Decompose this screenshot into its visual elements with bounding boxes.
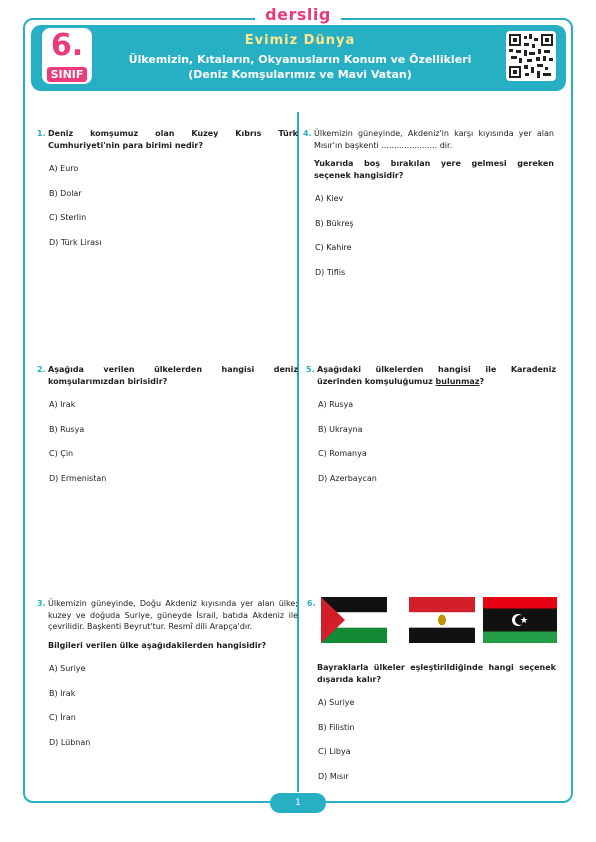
question-stem: Ülkemizin güneyinde, Akdeniz'in karşı kıyısında yer alan Mısır'ın başkenti ...................... dir. bbox=[314, 129, 554, 150]
question-number: 6. bbox=[307, 599, 316, 608]
option-c[interactable]: C) Çin bbox=[49, 449, 74, 458]
page-title: Evimiz Dünya bbox=[244, 33, 356, 48]
brand-logo: derslig bbox=[255, 4, 341, 24]
question-number: 5. bbox=[306, 365, 315, 374]
question-1 bbox=[37, 128, 298, 248]
option-c[interactable]: C) Libya bbox=[318, 747, 351, 756]
question-number: 3. bbox=[37, 599, 46, 608]
question-3 bbox=[37, 598, 298, 748]
question-ask: Yukarıda boş bırakılan yere gelmesi gereken seçenek hangisidir? bbox=[314, 159, 554, 180]
palestine-flag bbox=[321, 597, 387, 643]
option-a[interactable]: A) Suriye bbox=[49, 664, 86, 673]
flags-row bbox=[321, 597, 557, 643]
option-d[interactable]: D) Tiflis bbox=[315, 267, 346, 277]
option-b[interactable]: B) Irak bbox=[49, 688, 76, 698]
option-a[interactable]: A) Suriye bbox=[318, 698, 355, 707]
option-a[interactable]: A) Kiev bbox=[315, 194, 344, 203]
question-ask: Bilgileri verilen ülke aşağıdakilerden hangisidir? bbox=[48, 640, 267, 650]
option-a[interactable]: A) Rusya bbox=[318, 400, 354, 409]
egypt-flag bbox=[409, 597, 475, 643]
grade-label: SINIF bbox=[47, 67, 88, 82]
libya-flag bbox=[483, 597, 557, 643]
option-d[interactable]: D) Türk Lirası bbox=[49, 237, 102, 247]
option-b[interactable]: B) Filistin bbox=[318, 722, 355, 732]
option-b[interactable]: B) Ukrayna bbox=[318, 424, 363, 434]
option-d[interactable]: D) Lübnan bbox=[49, 737, 91, 747]
question-2 bbox=[37, 364, 298, 484]
option-a[interactable]: A) Euro bbox=[49, 164, 79, 173]
question-6 bbox=[317, 662, 556, 782]
option-d[interactable]: D) Ermenistan bbox=[49, 473, 107, 483]
question-stem bbox=[317, 364, 556, 387]
question-4 bbox=[303, 128, 554, 278]
question-5 bbox=[306, 364, 556, 484]
question-stem-underlined: bulunmaz bbox=[435, 376, 480, 386]
option-c[interactable]: C) Sterlin bbox=[49, 213, 87, 222]
option-b[interactable]: B) Bükreş bbox=[315, 218, 354, 228]
grade-number: 6. bbox=[50, 28, 84, 63]
qr-code-icon[interactable] bbox=[506, 31, 556, 81]
option-c[interactable]: C) Romanya bbox=[318, 449, 367, 458]
question-stem: Aşağıda verilen ülkelerden hangisi deniz komşularımızdan birisidir? bbox=[48, 365, 298, 386]
option-b[interactable]: B) Rusya bbox=[49, 424, 85, 434]
question-stem-part: Aşağıdaki ülkelerden hangisi ile Karadeniz üzerinden komşuluğumuz bbox=[317, 365, 556, 386]
option-c[interactable]: C) İran bbox=[49, 713, 76, 722]
question-number: 2. bbox=[37, 365, 46, 374]
question-stem-end: ? bbox=[479, 376, 485, 386]
option-d[interactable]: D) Mısır bbox=[318, 771, 349, 781]
question-number: 1. bbox=[37, 129, 46, 138]
option-c[interactable]: C) Kahire bbox=[315, 243, 352, 252]
grade-badge bbox=[42, 28, 92, 84]
page-number: 1 bbox=[270, 793, 326, 813]
option-a[interactable]: A) Irak bbox=[49, 400, 76, 409]
question-number: 4. bbox=[303, 129, 312, 138]
option-b[interactable]: B) Dolar bbox=[49, 188, 82, 198]
question-ask: Bayraklarla ülkeler eşleştirildiğinde hangi seçenek dışarıda kalır? bbox=[317, 663, 556, 684]
page-subtitle-1: Ülkemizin, Kıtaların, Okyanusların Konum ve Özellikleri bbox=[128, 53, 472, 66]
option-d[interactable]: D) Azerbaycan bbox=[318, 473, 377, 483]
question-stem: Deniz komşumuz olan Kuzey Kıbrıs Türk Cumhuriyeti'nin para birimi nedir? bbox=[48, 129, 298, 150]
page-subtitle-2: (Deniz Komşularımız ve Mavi Vatan) bbox=[188, 68, 412, 81]
question-stem: Ülkemizin güneyinde, Doğu Akdeniz kıyısında yer alan ülke; kuzey ve doğuda Suriye, güneyde İsrail, batıda Akdeniz ile çevrilidir. Başkenti Beyrut'tur. Resmî dili Arapça'dır. bbox=[48, 599, 298, 631]
